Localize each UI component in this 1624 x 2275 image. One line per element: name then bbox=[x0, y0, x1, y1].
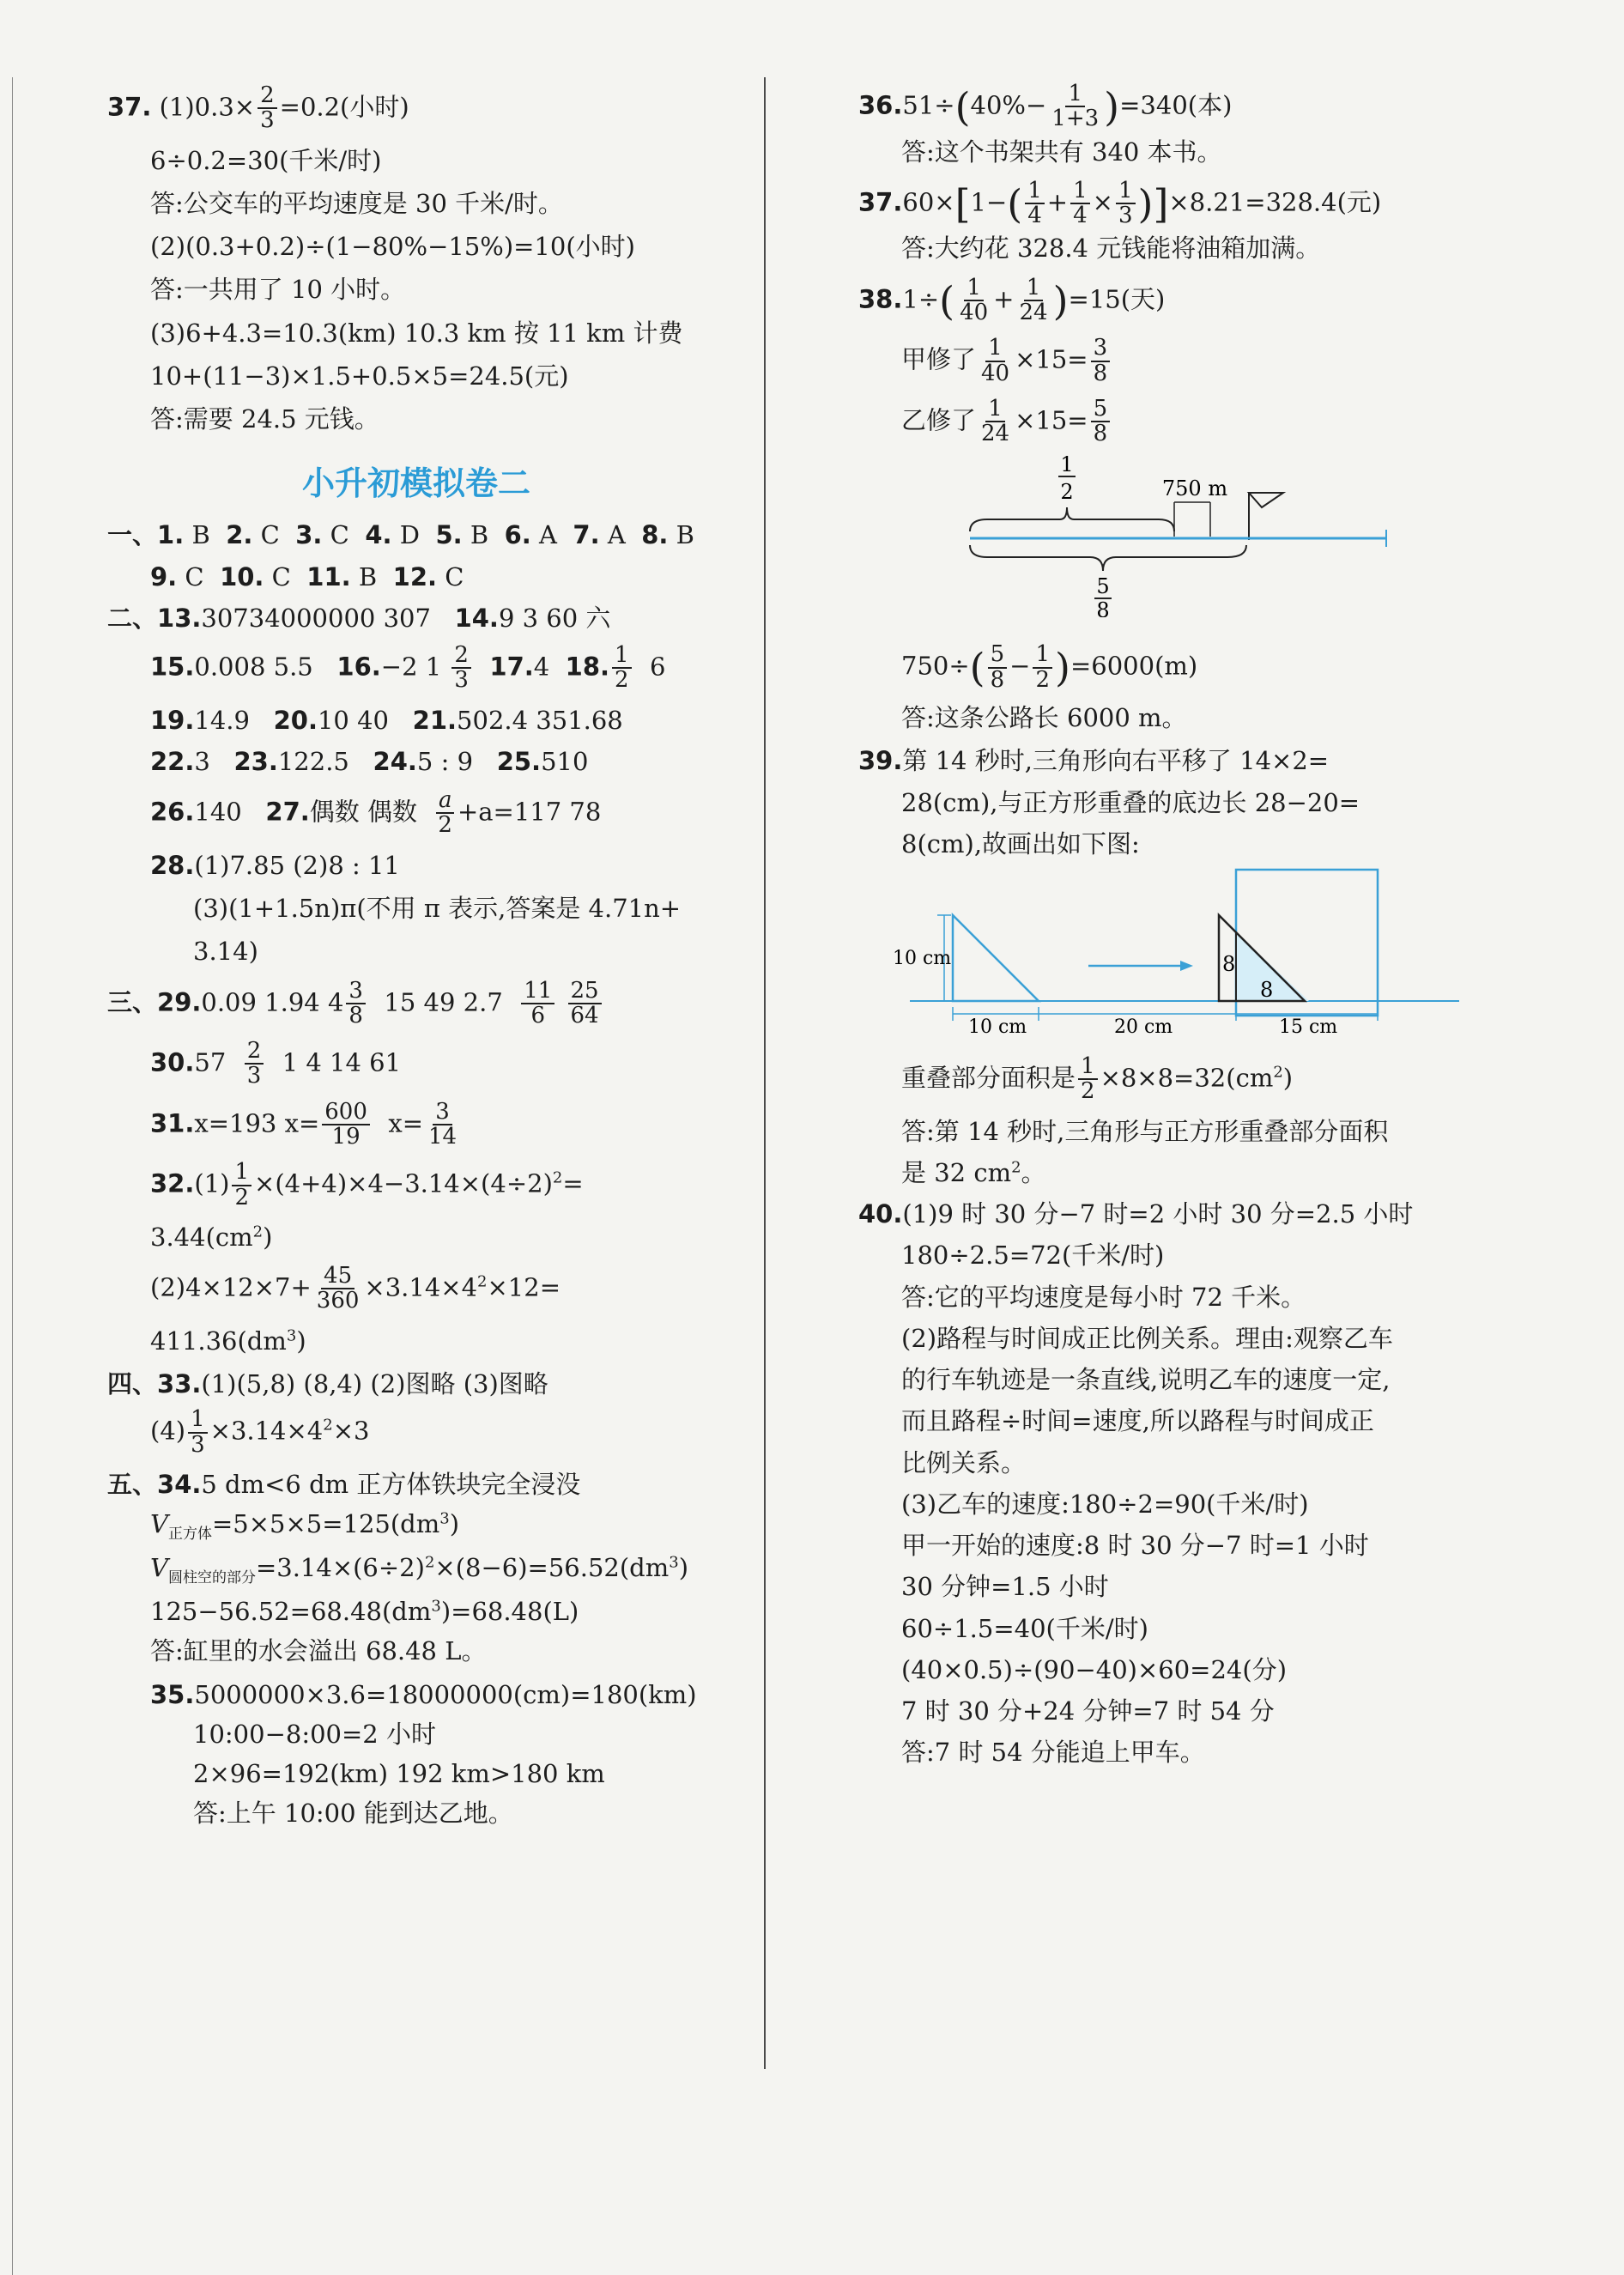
q36-line2: 答:这个书架共有 340 本书。 bbox=[901, 136, 1222, 167]
diagram-750: 750 m bbox=[1161, 476, 1228, 501]
fill-row7: (3)(1+1.5n)π(不用 π 表示,答案是 4.71n+ bbox=[193, 894, 682, 924]
q35-line3: 2×96=192(km) 192 km>180 km bbox=[193, 1759, 605, 1789]
q38-line5: 答:这条公路长 6000 m。 bbox=[901, 703, 1187, 733]
q38-line3: 乙修了 $\frac{1}{24}$ ×15= $\frac{5}{8}$ bbox=[858, 397, 1476, 446]
diagram-top-den: 2 bbox=[1060, 480, 1074, 505]
q38-line1: 38.1÷( $\frac{1}{40}$ + $\frac{1}{24}$ )=15(天) bbox=[858, 274, 1166, 325]
q39-line6: 是 32 $cm^2$。 bbox=[901, 1157, 1046, 1187]
q37r-line2: 答:大约花 328.4 元钱能将油箱加满。 bbox=[901, 234, 1321, 264]
original-triangle bbox=[953, 915, 1039, 1001]
mc-row1: 一、1. B 2. C 3. C 4. D 5. B 6. A 7. A 8. B bbox=[107, 520, 694, 550]
fraction: $\frac{2}{3}$ bbox=[258, 84, 277, 133]
translation-diagram bbox=[858, 859, 1476, 1040]
q38-line2: 甲修了 $\frac{1}{40}$ ×15= $\frac{3}{8}$ bbox=[858, 337, 1476, 385]
q40-line12: (40×0.5)÷(90−40)×60=24(分) bbox=[901, 1654, 1288, 1684]
diagram-bottom-den: 8 bbox=[1096, 598, 1110, 618]
q38-line4: 750÷( $\frac{5}{8}$ − $\frac{1}{2}$ )=6000(m) bbox=[901, 641, 1198, 693]
calc-row7: $411.36(dm^3)$ bbox=[150, 1326, 306, 1356]
q39-line2: 28(cm),与正方形重叠的底边长 28−20= bbox=[901, 787, 1360, 817]
q34-line2: $V_{正方体}=5\times 5\times 5=125(dm^3)$ bbox=[150, 1509, 460, 1543]
q40-line5: 的行车轨迹是一条直线,说明乙车的速度一定, bbox=[901, 1365, 1391, 1395]
calc-row6: (2)4×12×7+ $\frac{45}{360}$ $\times 3.14\times 4^2\times 12=$ bbox=[150, 1263, 561, 1314]
left-column bbox=[107, 77, 725, 1829]
bottom-brace bbox=[970, 545, 1246, 571]
q39-line3: 8(cm),故画出如下图: bbox=[901, 828, 1140, 858]
q40-line1: 40.(1)9 时 30 分−7 时=2 小时 30 分=2.5 小时 bbox=[858, 1199, 1414, 1229]
calc-row5: $3.44(cm^2)$ bbox=[150, 1222, 273, 1252]
q34-line1: 五、34.5 dm<6 dm 正方体铁块完全浸没 bbox=[107, 1469, 581, 1499]
square-side-label: 15 cm bbox=[1279, 1016, 1338, 1039]
column-divider bbox=[764, 77, 766, 2069]
q37-line8: 答:需要 24.5 元钱。 bbox=[150, 404, 379, 434]
fill-row2: 15.0.008 5.5 16.−2 1 $\frac{2}{3}$ 17.4 18. $\frac{1}{2}$ 6 bbox=[150, 642, 666, 694]
tri-base-label: 10 cm bbox=[968, 1016, 1027, 1039]
q37-line5: 答:一共用了 10 小时。 bbox=[150, 275, 406, 305]
q37-line2: 6÷0.2=30(千米/时) bbox=[150, 145, 382, 175]
fill-row4: 22.3 23.122.5 24.5 : 9 25.510 bbox=[150, 746, 589, 776]
diagram-bottom-num: 5 bbox=[1096, 574, 1110, 599]
overlap-base-label: 8 bbox=[1260, 978, 1274, 1003]
q36-line1: 36.51÷(40%− $\frac{1}{1+3}$ )=340(本) bbox=[858, 81, 1233, 132]
calc-row1: 三、29.0.09 1.94 4 $\frac{3}{8}$ 15 49 2.7 $\frac{11}{6}$ $\frac{25}{64}$ bbox=[107, 980, 725, 1028]
q37-line1: 37. (1)0.3× $\frac{2}{3}$ =0.2(小时) bbox=[107, 82, 409, 134]
q39-line1: 39.第 14 秒时,三角形向右平移了 14×2= bbox=[858, 746, 1330, 776]
q40-line9: 甲一开始的速度:8 时 30 分−7 时=1 小时 bbox=[901, 1531, 1369, 1561]
q37-line3: 答:公交车的平均速度是 30 千米/时。 bbox=[150, 188, 563, 218]
q40-line10: 30 分钟=1.5 小时 bbox=[901, 1572, 1109, 1602]
q37-line7: 10+(11−3)×1.5+0.5×5=24.5(元) bbox=[150, 361, 569, 391]
q37-line4: (2)(0.3+0.2)÷(1−80%−15%)=10(小时) bbox=[150, 232, 635, 262]
arrow-head bbox=[1180, 961, 1193, 971]
q40-line11: 60÷1.5=40(千米/时) bbox=[901, 1613, 1148, 1643]
q37r-line1: 37.60×[1−( $\frac{1}{4}$ + $\frac{1}{4}$ × $\frac{1}{3}$ )]×8.21=328.4(元) bbox=[858, 177, 1382, 229]
q35-line4: 答:上午 10:00 能到达乙地。 bbox=[193, 1799, 513, 1829]
fill-row5: 26.140 27.偶数 偶数 $\frac{a}{2}$ +a=117 78 bbox=[150, 787, 602, 839]
fill-row3: 19.14.9 20.10 40 21.502.4 351.68 bbox=[150, 705, 623, 735]
calc-row3: 31.x=193 x= $\frac{600}{19}$ x= $\frac{3}{14}$ bbox=[150, 1098, 458, 1150]
q34-line3: $V_{圆柱空的部分}=3.14\times(6\div 2)^2\times(8-6)=56.52(dm^3)$ bbox=[150, 1553, 689, 1586]
fill-row6: 28.(1)7.85 (2)8 : 11 bbox=[150, 850, 400, 880]
q34-line4: $125-56.52=68.48(dm^3)=68.48(L)$ bbox=[150, 1597, 579, 1627]
q33-line2: (4) $\frac{1}{3}$ $\times 3.14\times 4^2\times 3$ bbox=[150, 1406, 370, 1458]
q40-line6: 而且路程÷时间=速度,所以路程与时间成正 bbox=[901, 1406, 1374, 1436]
fill-row8: 3.14) bbox=[193, 937, 258, 967]
road-diagram bbox=[858, 446, 1476, 617]
q39-line4: 重叠部分面积是 $\frac{1}{2}$ $\times 8\times 8=32(cm^2)$ bbox=[901, 1053, 1294, 1105]
q40-line8: (3)乙车的速度:180÷2=90(千米/时) bbox=[901, 1489, 1309, 1519]
margin-line bbox=[12, 77, 13, 2275]
q40-line3: 答:它的平均速度是每小时 72 千米。 bbox=[901, 1282, 1306, 1312]
q40-line4: (2)路程与时间成正比例关系。理由:观察乙车 bbox=[901, 1323, 1393, 1353]
q40-line13: 7 时 30 分+24 分钟=7 时 54 分 bbox=[901, 1696, 1275, 1726]
gap-label: 20 cm bbox=[1114, 1016, 1173, 1039]
section-title: 小升初模拟卷二 bbox=[301, 464, 530, 503]
q37-line6: (3)6+4.3=10.3(km) 10.3 km 按 11 km 计费 bbox=[150, 318, 683, 348]
q40-line7: 比例关系。 bbox=[901, 1447, 1027, 1477]
right-column bbox=[858, 77, 1476, 1768]
q35-line2: 10:00−8:00=2 小时 bbox=[193, 1719, 436, 1749]
tri-height-label: 10 cm bbox=[893, 948, 952, 970]
top-brace bbox=[970, 507, 1174, 531]
q40-line14: 答:7 时 54 分能追上甲车。 bbox=[901, 1738, 1205, 1768]
flag bbox=[1249, 493, 1283, 507]
mc-row2: 9. C 10. C 11. B 12. C bbox=[150, 561, 464, 592]
overlap-height-label: 8 bbox=[1222, 952, 1236, 977]
q35-line1: 35.5000000×3.6=18000000(cm)=180(km) bbox=[150, 1679, 697, 1709]
q39-line5: 答:第 14 秒时,三角形与正方形重叠部分面积 bbox=[901, 1116, 1389, 1146]
diagram-top-num: 1 bbox=[1060, 452, 1074, 477]
q34-line5: 答:缸里的水会溢出 68.48 L。 bbox=[150, 1636, 487, 1666]
q33-line1: 四、33.(1)(5,8) (8,4) (2)图略 (3)图略 bbox=[107, 1369, 548, 1398]
fill-row1: 二、13.30734000000 307 14.9 3 60 六 bbox=[107, 603, 611, 633]
calc-row2: 30.57 $\frac{2}{3}$ 1 4 14 61 bbox=[150, 1038, 402, 1089]
calc-row4: 32.(1) $\frac{1}{2}$ $\times(4+4)\times 4-3.14\times(4\div 2)^2=$ bbox=[150, 1159, 584, 1210]
q40-line2: 180÷2.5=72(千米/时) bbox=[901, 1241, 1165, 1271]
